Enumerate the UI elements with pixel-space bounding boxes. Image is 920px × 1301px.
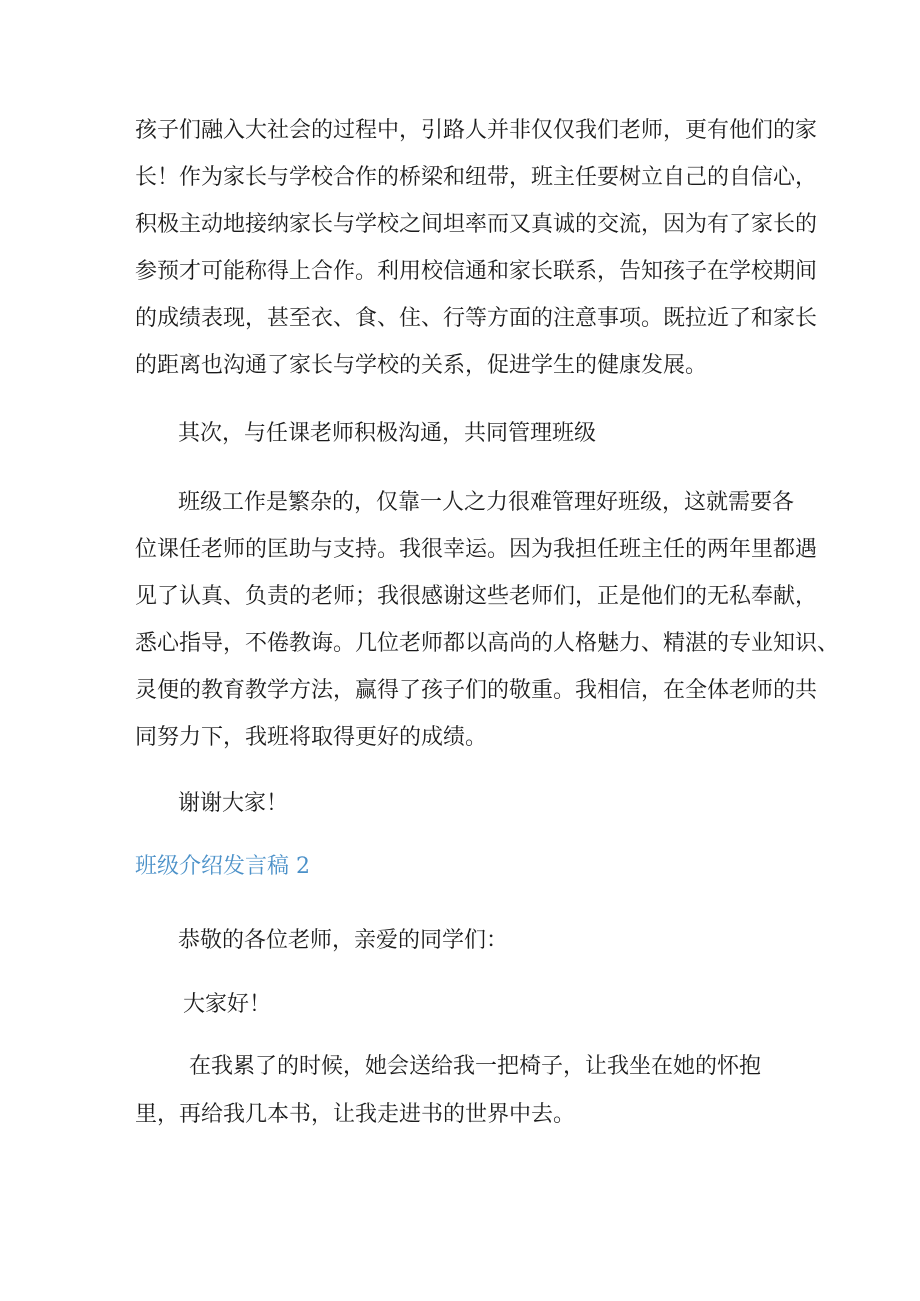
- thanks-line: 谢谢大家！: [178, 791, 289, 816]
- paragraph-line: 位课任老师的匡助与支持。我很幸运。因为我担任班主任的两年里都遇: [135, 537, 818, 562]
- paragraph-line: 悉心指导，不倦教诲。几位老师都以高尚的人格魅力、精湛的专业知识、: [135, 631, 840, 656]
- paragraph-line: 班级工作是繁杂的，仅靠一人之力很难管理好班级，这就需要各: [178, 490, 795, 515]
- paragraph-line: 参预才可能称得上合作。利用校信通和家长联系，告知孩子在学校期间: [135, 259, 818, 284]
- subheading: 其次，与任课老师积极沟通，共同管理班级: [178, 421, 597, 446]
- paragraph-line: 里，再给我几本书，让我走进书的世界中去。: [135, 1102, 576, 1127]
- paragraph-line: 见了认真、负责的老师；我很感谢这些老师们，正是他们的无私奉献，: [135, 584, 818, 609]
- paragraph-line: 灵便的教育教学方法，赢得了孩子们的敬重。我相信，在全体老师的共: [135, 678, 818, 703]
- hello-line: 大家好！: [183, 992, 272, 1017]
- paragraph-line: 的距离也沟通了家长与学校的关系，促进学生的健康发展。: [135, 353, 708, 378]
- section-title: 班级介绍发言稿 2: [135, 854, 310, 879]
- paragraph-line: 积极主动地接纳家长与学校之间坦率而又真诚的交流，因为有了家长的: [135, 212, 818, 237]
- paragraph-line: 同努力下，我班将取得更好的成绩。: [135, 725, 488, 750]
- greeting-line: 恭敬的各位老师，亲爱的同学们：: [178, 928, 509, 953]
- paragraph-line: 在我累了的时候，她会送给我一把椅子，让我坐在她的怀抱: [189, 1054, 762, 1079]
- paragraph-line: 孩子们融入大社会的过程中，引路人并非仅仅我们老师，更有他们的家: [135, 118, 818, 143]
- paragraph-line: 的成绩表现，甚至衣、食、住、行等方面的注意事项。既拉近了和家长: [135, 306, 818, 331]
- paragraph-line: 长！作为家长与学校合作的桥梁和纽带，班主任要树立自己的自信心，: [135, 165, 818, 190]
